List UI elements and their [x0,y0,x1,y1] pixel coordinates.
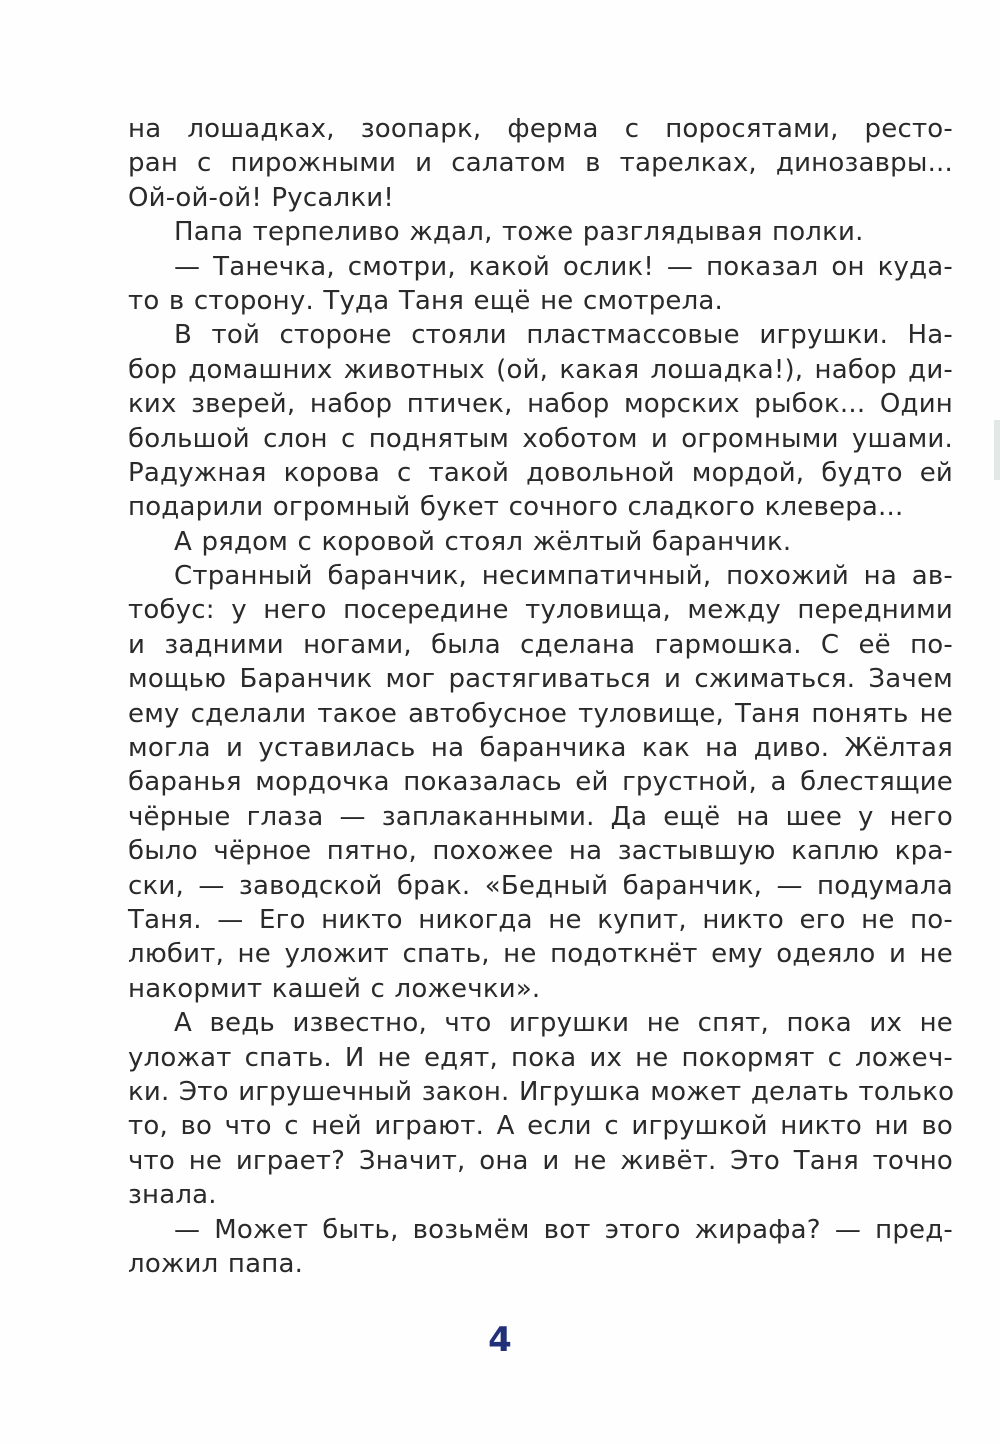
page-number: 4 [488,1320,512,1360]
text-line: тобус: у него посередине туловища, между передними [128,595,953,626]
page-edge-mark [994,420,1000,480]
text-line: накормит кашей с ложечки». [128,973,541,1004]
text-line: Таня. — Его никто никогда не купит, никто его не по- [128,904,953,935]
text-line: что не играет? Значит, она и не живёт. Это Таня точно [128,1145,953,1176]
text-line: — Может быть, возьмём вот этого жирафа? — пред- [174,1214,953,1245]
text-line: то, во что с ней играют. А если с игрушкой никто ни во [128,1111,953,1142]
text-line: знала. [128,1180,217,1211]
text-line: — Танечка, смотри, какой ослик! — показал он куда- [174,251,953,282]
text-line: могла и уставилась на баранчика как на диво. Жёлтая [128,733,953,764]
text-line: баранья мордочка показалась ей грустной, а блестящие [128,767,953,798]
page-text [128,112,953,1281]
text-line: уложат спать. И не едят, пока их не покормят с ложеч- [128,1042,953,1073]
text-line: то в сторону. Туда Таня ещё не смотрела. [128,285,724,316]
text-line: и задними ногами, была сделана гармошка. С её по- [128,629,953,660]
text-line: мощью Баранчик мог растягиваться и сжиматься. Зачем [128,664,953,695]
text-line: ки. Это игрушечный закон. Игрушка может делать только [128,1076,955,1107]
text-line: подарили огромный букет сочного сладкого клевера... [128,492,904,523]
text-line: Странный баранчик, несимпатичный, похожий на ав- [174,561,953,592]
text-line: любит, не уложит спать, не подоткнёт ему одеяло и не [128,939,953,970]
text-line: ему сделали такое автобусное туловище, Таня понять не [128,698,953,729]
text-line: чёрные глаза — заплаканными. Да ещё на шее у него [128,801,953,832]
text-line: ких зверей, набор птичек, набор морских рыбок... Один [128,389,953,420]
text-line: ски, — заводской брак. «Бедный баранчик, — подумала [128,870,953,901]
text-line: на лошадках, зоопарк, ферма с поросятами, ресто- [128,114,953,144]
text-line: В той стороне стояли пластмассовые игрушки. На- [174,320,953,351]
text-line: Ой-ой-ой! Русалки! [128,182,394,213]
text-line: ложил папа. [128,1248,304,1279]
text-line: Радужная корова с такой довольной мордой, будто ей [128,457,953,488]
text-line: бор домашних животных (ой, какая лошадка!), набор ди- [128,354,953,385]
text-line: А ведь известно, что игрушки не спят, пока их не [174,1008,953,1039]
text-line: ран с пирожными и салатом в тарелках, динозавры... [128,148,953,179]
text-line: было чёрное пятно, похожее на застывшую каплю кра- [128,836,953,867]
text-line: А рядом с коровой стоял жёлтый баранчик. [174,526,792,557]
text-line: Папа терпеливо ждал, тоже разглядывая полки. [174,217,864,248]
text-line: большой слон с поднятым хоботом и огромными ушами. [128,423,953,454]
